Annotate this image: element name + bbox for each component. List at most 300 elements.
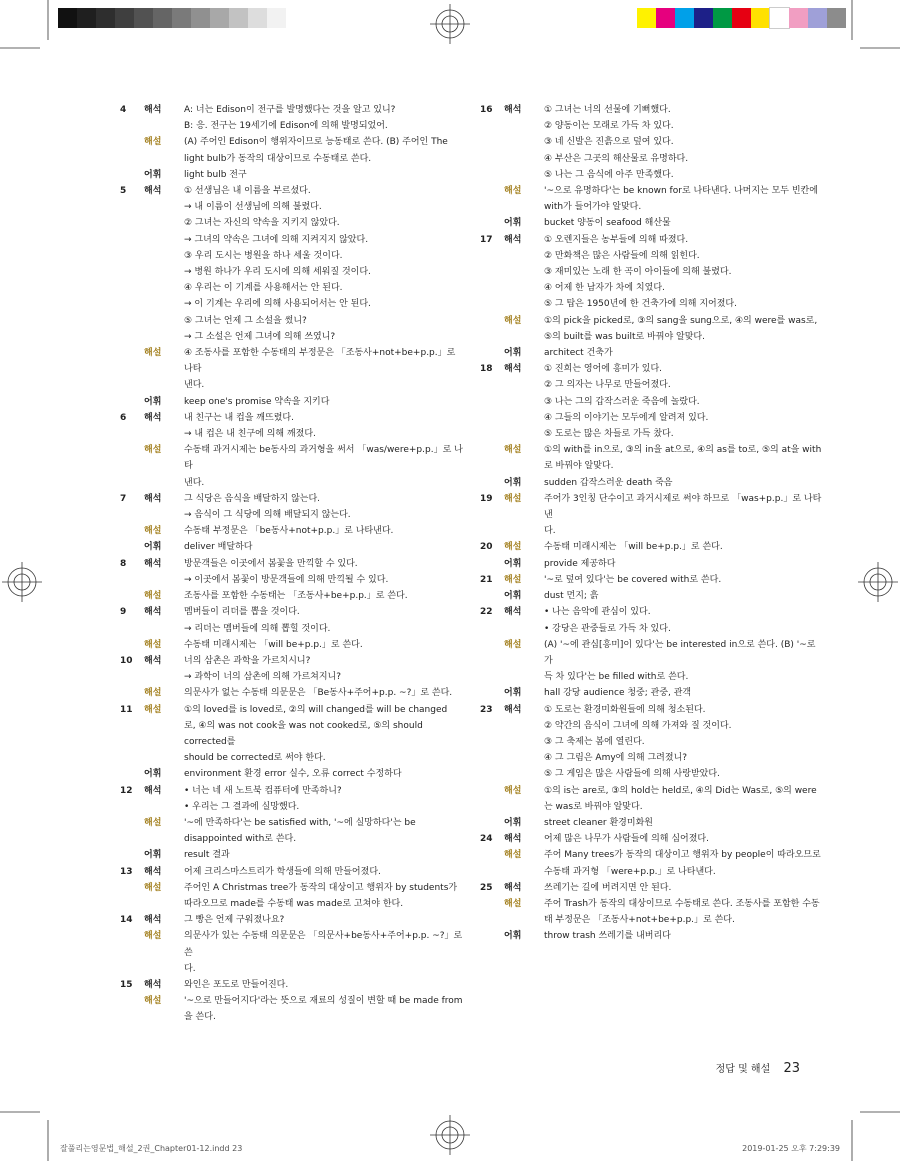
color-swatch xyxy=(115,8,134,28)
explanation-line xyxy=(144,345,465,377)
color-swatch xyxy=(732,8,751,28)
explanation-line xyxy=(504,831,825,847)
vocabulary-label: 어휘 xyxy=(504,218,522,229)
explanation-line xyxy=(144,394,465,410)
explanation-line xyxy=(144,539,465,555)
line-text: light bulb가 동작의 대상이므로 수동태로 쓴다. xyxy=(184,153,372,164)
line-text: '~에 만족하다'는 be satisfied with, '~에 실망하다'는 be xyxy=(184,817,416,828)
explanation-line xyxy=(504,637,825,669)
line-text: → 내 이름이 선생님에 의해 불렸다. xyxy=(184,202,322,213)
line-text: 내 친구는 내 컵을 깨뜨렸다. xyxy=(184,412,294,423)
solution-label: 해설 xyxy=(144,348,162,359)
question-number: 22 xyxy=(480,607,493,618)
translation-label: 해석 xyxy=(144,493,162,504)
answer-entry xyxy=(120,102,465,183)
vocabulary-label: 어휘 xyxy=(504,591,522,602)
question-number: 23 xyxy=(480,704,493,715)
left-answer-column xyxy=(120,102,465,1026)
question-number: 20 xyxy=(480,542,493,553)
color-swatch xyxy=(77,8,96,28)
line-text: should be corrected로 써야 한다. xyxy=(184,753,326,764)
explanation-line xyxy=(144,134,465,150)
line-text: light bulb 전구 xyxy=(184,169,247,180)
solution-label: 해설 xyxy=(504,785,522,796)
answer-entry xyxy=(480,102,825,232)
translation-label: 해석 xyxy=(504,234,522,245)
line-text: 조동사를 포함한 수동태는 「조동사+be+p.p.」로 쓴다. xyxy=(184,591,408,602)
explanation-line xyxy=(504,523,825,539)
line-text: ③ 재미있는 노래 한 곡이 아이들에 의해 불렸다. xyxy=(544,267,732,278)
page-footer xyxy=(716,1060,800,1076)
explanation-line xyxy=(504,264,825,280)
line-text: 로, ④의 was not cook을 was not cooked로, ⑤의 should corrected를 xyxy=(184,720,423,747)
translation-label: 해석 xyxy=(144,866,162,877)
translation-label: 해석 xyxy=(504,364,522,375)
explanation-line xyxy=(144,475,465,491)
explanation-line xyxy=(504,799,825,815)
explanation-line xyxy=(144,685,465,701)
line-text: with가 들어가야 알맞다. xyxy=(544,202,642,213)
line-text: dust 먼지; 흙 xyxy=(544,591,599,602)
line-text: '~으로 만들어지다'라는 뜻으로 재료의 성질이 변할 때 be made from xyxy=(184,996,463,1007)
line-text: ④ 우리는 이 기계를 사용해서는 안 된다. xyxy=(184,283,343,294)
answer-entry xyxy=(480,232,825,362)
line-text: 다. xyxy=(184,963,196,974)
explanation-line xyxy=(504,912,825,928)
solution-label: 해설 xyxy=(144,996,162,1007)
explanation-line xyxy=(144,880,465,896)
line-text: hall 강당 audience 청중; 관중, 관객 xyxy=(544,688,692,699)
vocabulary-label: 어휘 xyxy=(144,769,162,780)
line-text: 따라오므로 made를 수동태 was made로 고쳐야 한다. xyxy=(184,898,404,909)
line-text: 수동태 과거시제는 be동사의 과거형을 써서 「was/were+p.p.」로 나타 xyxy=(184,445,463,472)
explanation-line xyxy=(504,572,825,588)
line-text: 방문객들은 이곳에서 봄꽃을 만끽할 수 있다. xyxy=(184,558,358,569)
solution-label: 해설 xyxy=(144,137,162,148)
question-number: 17 xyxy=(480,234,493,245)
explanation-line xyxy=(144,766,465,782)
line-text: 그 빵은 언제 구워졌나요? xyxy=(184,915,285,926)
solution-label: 해설 xyxy=(504,850,522,861)
page-number: 23 xyxy=(783,1061,800,1076)
question-number: 11 xyxy=(120,704,133,715)
line-text: ③ 그 축제는 봄에 열린다. xyxy=(544,736,645,747)
explanation-line xyxy=(504,847,825,863)
color-swatch xyxy=(770,8,789,28)
explanation-line xyxy=(504,410,825,426)
line-text: • 나는 음악에 관심이 있다. xyxy=(544,607,651,618)
color-swatch xyxy=(827,8,846,28)
line-text: disappointed with로 쓴다. xyxy=(184,834,297,845)
line-text: '~으로 유명하다'는 be known for로 나타낸다. 나머지는 모두 빈칸에 xyxy=(544,186,818,197)
explanation-line xyxy=(144,702,465,718)
color-swatch xyxy=(267,8,286,28)
question-number: 21 xyxy=(480,574,493,585)
color-swatch xyxy=(637,8,656,28)
solution-label: 해설 xyxy=(504,574,522,585)
answer-entry xyxy=(480,491,825,540)
explanation-line xyxy=(504,750,825,766)
explanation-line xyxy=(144,718,465,750)
answer-entry xyxy=(120,912,465,977)
line-text: 와인은 포도로 만들어진다. xyxy=(184,979,289,990)
line-text: → 내 컵은 내 친구에 의해 깨졌다. xyxy=(184,429,316,440)
answer-entry xyxy=(120,556,465,605)
line-text: ④ 그 그림은 Amy에 의해 그려졌니? xyxy=(544,753,688,764)
explanation-line xyxy=(504,361,825,377)
explanation-line xyxy=(504,669,825,685)
explanation-line xyxy=(504,248,825,264)
answer-entry xyxy=(120,183,465,410)
line-text: → 이 기계는 우리에 의해 사용되어서는 안 된다. xyxy=(184,299,371,310)
slug-filename: 잘풀리는영문법_해설_2권_Chapter01-12.indd 23 xyxy=(60,1144,243,1153)
explanation-line xyxy=(144,523,465,539)
explanation-line xyxy=(144,167,465,183)
explanation-line xyxy=(144,912,465,928)
explanation-line xyxy=(504,458,825,474)
answer-entry xyxy=(120,977,465,1026)
answer-entry xyxy=(120,864,465,913)
line-text: ⑤ 나는 그 음식에 아주 만족했다. xyxy=(544,169,674,180)
explanation-line xyxy=(144,264,465,280)
explanation-line xyxy=(504,880,825,896)
question-number: 15 xyxy=(120,979,133,990)
line-text: ①의 with를 in으로, ③의 in을 at으로, ④의 as를 to로, ⑤의 at을 with xyxy=(544,445,822,456)
line-text: → 리더는 멤버들에 의해 뽑힐 것이다. xyxy=(184,623,331,634)
color-swatch xyxy=(96,8,115,28)
translation-label: 해석 xyxy=(144,412,162,423)
explanation-line xyxy=(144,783,465,799)
process-color-bar xyxy=(637,8,846,28)
solution-label: 해설 xyxy=(144,526,162,537)
line-text: 태 부정문은 「조동사+not+be+p.p.」로 쓴다. xyxy=(544,915,735,926)
explanation-line xyxy=(504,215,825,231)
explanation-line xyxy=(504,864,825,880)
line-text: provide 제공하다 xyxy=(544,558,616,569)
translation-label: 해석 xyxy=(144,785,162,796)
explanation-line xyxy=(144,426,465,442)
explanation-line xyxy=(504,604,825,620)
explanation-line xyxy=(504,734,825,750)
explanation-line xyxy=(504,183,825,199)
footer-label: 정답 및 해설 xyxy=(715,1064,771,1075)
explanation-line xyxy=(504,766,825,782)
solution-label: 해설 xyxy=(144,639,162,650)
question-number: 13 xyxy=(120,866,133,877)
line-text: 주어인 A Christmas tree가 동작의 대상이고 행위자 by students가 xyxy=(184,882,458,893)
explanation-line xyxy=(144,199,465,215)
answer-entry xyxy=(120,783,465,864)
line-text: ① 도로는 환경미화원들에 의해 청소된다. xyxy=(544,704,706,715)
line-text: 주어 Many trees가 동작의 대상이고 행위자 by people이 따라오므로 xyxy=(544,850,821,861)
translation-label: 해석 xyxy=(144,105,162,115)
solution-label: 해설 xyxy=(504,445,522,456)
color-swatch xyxy=(172,8,191,28)
explanation-line xyxy=(144,799,465,815)
line-text: ② 그 의자는 나무로 만들어졌다. xyxy=(544,380,671,391)
explanation-line xyxy=(504,588,825,604)
explanation-line xyxy=(144,280,465,296)
line-text: B: 응. 전구는 19세기에 Edison에 의해 발명되었어. xyxy=(184,121,388,132)
color-swatch xyxy=(751,8,770,28)
explanation-line xyxy=(144,491,465,507)
line-text: → 이곳에서 봄꽃이 방문객들에 의해 만끽될 수 있다. xyxy=(184,574,389,585)
translation-label: 해석 xyxy=(144,558,162,569)
line-text: → 음식이 그 식당에 의해 배달되지 않는다. xyxy=(184,510,351,521)
answer-entry xyxy=(480,831,825,880)
explanation-line xyxy=(144,248,465,264)
question-number: 14 xyxy=(120,915,133,926)
line-text: 주어가 3인칭 단수이고 과거시제로 써야 하므로 「was+p.p.」로 나타낸 xyxy=(544,493,822,521)
question-number: 6 xyxy=(120,412,127,423)
line-text: → 과학이 너의 삼촌에 의해 가르쳐지니? xyxy=(184,672,342,683)
grayscale-color-bar xyxy=(58,8,286,28)
explanation-line xyxy=(144,928,465,960)
explanation-line xyxy=(504,928,825,944)
line-text: ③ 나는 그의 갑작스러운 죽음에 놀랐다. xyxy=(544,396,700,407)
vocabulary-label: 어휘 xyxy=(144,396,162,407)
line-text: ⑤ 도로는 많은 차들로 가득 찼다. xyxy=(544,429,674,440)
explanation-line xyxy=(144,669,465,685)
explanation-line xyxy=(144,183,465,199)
line-text: (A) '~에 관심[흥미]이 있다'는 be interested in으로 쓴다. (B) '~로 가 xyxy=(544,639,816,666)
answer-entry xyxy=(480,539,825,571)
solution-label: 해설 xyxy=(504,898,522,909)
line-text: • 우리는 그 결과에 실망했다. xyxy=(184,801,300,812)
explanation-line xyxy=(144,102,465,118)
line-text: 멤버들이 리더를 뽑을 것이다. xyxy=(184,607,300,618)
explanation-line xyxy=(504,313,825,329)
color-swatch xyxy=(153,8,172,28)
line-text: 너의 삼촌은 과학을 가르치시니? xyxy=(184,655,311,666)
line-text: 득 차 있다'는 be filled with로 쓴다. xyxy=(544,672,689,683)
explanation-line xyxy=(144,118,465,134)
line-text: ①의 is는 are로, ③의 hold는 held로, ④의 Did는 Was로, ⑤의 were xyxy=(544,785,817,796)
line-text: 어제 많은 나무가 사람들에 의해 심어졌다. xyxy=(544,834,709,845)
explanation-line xyxy=(144,750,465,766)
line-text: throw trash 쓰레기를 내버리다 xyxy=(544,931,671,942)
line-text: ⑤ 그녀는 언제 그 소설을 썼니? xyxy=(184,315,307,326)
line-text: ④ 그들의 이야기는 모두에게 알려져 있다. xyxy=(544,412,709,423)
explanation-line xyxy=(504,556,825,572)
explanation-line xyxy=(504,442,825,458)
question-number: 4 xyxy=(120,105,127,115)
line-text: ② 양동이는 모래로 가득 차 있다. xyxy=(544,121,674,132)
solution-label: 해설 xyxy=(144,882,162,893)
question-number: 25 xyxy=(480,882,493,893)
explanation-line xyxy=(504,491,825,523)
line-text: environment 환경 error 실수, 오류 correct 수정하다 xyxy=(184,769,402,780)
vocabulary-label: 어휘 xyxy=(504,348,522,359)
translation-label: 해석 xyxy=(144,655,162,666)
explanation-line xyxy=(504,475,825,491)
line-text: ④ 어제 한 남자가 차에 치였다. xyxy=(544,283,665,294)
explanation-line xyxy=(504,199,825,215)
line-text: 수동태 미래시제는 「will be+p.p.」로 쓴다. xyxy=(544,542,723,553)
vocabulary-label: 어휘 xyxy=(504,688,522,699)
answer-entry xyxy=(480,604,825,701)
explanation-line xyxy=(144,296,465,312)
translation-label: 해석 xyxy=(144,607,162,618)
explanation-line xyxy=(144,410,465,426)
line-text: 수동태 부정문은 「be동사+not+p.p.」로 나타낸다. xyxy=(184,526,394,537)
line-text: ⑤ 그 게임은 많은 사람들에 의해 사랑받았다. xyxy=(544,769,720,780)
solution-label: 해설 xyxy=(144,817,162,828)
vocabulary-label: 어휘 xyxy=(504,817,522,828)
line-text: '~로 덮여 있다'는 be covered with로 쓴다. xyxy=(544,574,722,585)
line-text: • 너는 네 새 노트북 컴퓨터에 만족하니? xyxy=(184,785,342,796)
explanation-line xyxy=(504,539,825,555)
vocabulary-label: 어휘 xyxy=(504,477,522,488)
answer-entry xyxy=(120,702,465,783)
color-swatch xyxy=(134,8,153,28)
explanation-line xyxy=(504,280,825,296)
explanation-line xyxy=(144,313,465,329)
slug-timestamp: 2019-01-25 오후 7:29:39 xyxy=(742,1144,840,1153)
line-text: 의문사가 있는 수동태 의문문은 「의문사+be동사+주어+p.p. ~?」로 쓴 xyxy=(184,931,463,958)
line-text: 의문사가 없는 수동태 의문문은 「Be동사+주어+p.p. ~?」로 쓴다. xyxy=(184,688,453,699)
line-text: ② 그녀는 자신의 약속을 지키지 않았다. xyxy=(184,218,340,229)
line-text: → 병원 하나가 우리 도시에 의해 세워질 것이다. xyxy=(184,267,371,278)
explanation-line xyxy=(144,151,465,167)
answer-entry xyxy=(480,572,825,604)
explanation-line xyxy=(144,961,465,977)
question-number: 12 xyxy=(120,785,133,796)
explanation-line xyxy=(504,377,825,393)
explanation-line xyxy=(504,134,825,150)
explanation-line xyxy=(504,815,825,831)
explanation-line xyxy=(144,556,465,572)
color-swatch xyxy=(191,8,210,28)
explanation-line xyxy=(504,296,825,312)
line-text: 낸다. xyxy=(184,477,205,488)
translation-label: 해석 xyxy=(144,979,162,990)
explanation-line xyxy=(144,329,465,345)
color-swatch xyxy=(713,8,732,28)
line-text: ①의 pick을 picked로, ③의 sang을 sung으로, ④의 were를 was로, xyxy=(544,315,818,326)
line-text: 는 was로 바꿔야 알맞다. xyxy=(544,801,643,812)
explanation-line xyxy=(144,653,465,669)
line-text: bucket 양동이 seafood 해산물 xyxy=(544,218,671,229)
line-text: 을 쓴다. xyxy=(184,1012,216,1023)
line-text: deliver 배달하다 xyxy=(184,542,253,553)
line-text: ① 진희는 영어에 흥미가 있다. xyxy=(544,364,663,375)
line-text: result 결과 xyxy=(184,850,230,861)
line-text: ③ 우리 도시는 병원을 하나 세울 것이다. xyxy=(184,250,343,261)
explanation-line xyxy=(144,377,465,393)
solution-label: 해설 xyxy=(144,591,162,602)
answer-entry xyxy=(120,491,465,556)
solution-label: 해설 xyxy=(504,493,522,504)
line-text: 다. xyxy=(544,526,556,537)
line-text: ①의 loved를 is loved로, ②의 will changed를 will be changed xyxy=(184,704,448,715)
explanation-line xyxy=(144,442,465,474)
explanation-line xyxy=(144,815,465,831)
explanation-line xyxy=(504,102,825,118)
translation-label: 해석 xyxy=(144,186,162,197)
color-swatch xyxy=(229,8,248,28)
line-text: 수동태 미래시제는 「will be+p.p.」로 쓴다. xyxy=(184,639,363,650)
line-text: ⑤ 그 탑은 1950년에 한 건축가에 의해 지어졌다. xyxy=(544,299,737,310)
color-swatch xyxy=(210,8,229,28)
color-swatch xyxy=(808,8,827,28)
explanation-line xyxy=(144,572,465,588)
line-text: ① 선생님은 내 이름을 부르셨다. xyxy=(184,186,311,197)
explanation-line xyxy=(144,993,465,1009)
color-swatch xyxy=(694,8,713,28)
line-text: ④ 조동사를 포함한 수동태의 부정문은 「조동사+not+be+p.p.」로 나타 xyxy=(184,348,456,375)
explanation-line xyxy=(504,783,825,799)
question-number: 8 xyxy=(120,558,127,569)
line-text: ① 그녀는 너의 선물에 기뻐했다. xyxy=(544,105,671,115)
translation-label: 해석 xyxy=(144,915,162,926)
question-number: 7 xyxy=(120,493,127,504)
answer-entry xyxy=(480,702,825,832)
explanation-line xyxy=(144,831,465,847)
explanation-line xyxy=(144,604,465,620)
line-text: 쓰레기는 길에 버려지면 안 된다. xyxy=(544,882,672,893)
explanation-line xyxy=(144,864,465,880)
line-text: ⑤의 built를 was built로 바꿔야 알맞다. xyxy=(544,331,705,342)
solution-label: 해설 xyxy=(504,542,522,553)
explanation-line xyxy=(144,232,465,248)
vocabulary-label: 어휘 xyxy=(144,169,162,180)
question-number: 18 xyxy=(480,364,493,375)
explanation-line xyxy=(144,621,465,637)
explanation-line xyxy=(504,167,825,183)
explanation-line xyxy=(504,426,825,442)
translation-label: 해석 xyxy=(504,882,522,893)
line-text: street cleaner 환경미화원 xyxy=(544,817,653,828)
color-swatch xyxy=(58,8,77,28)
translation-label: 해석 xyxy=(504,607,522,618)
line-text: ④ 부산은 그곳의 해산물로 유명하다. xyxy=(544,153,689,164)
explanation-line xyxy=(504,621,825,637)
solution-label: 해설 xyxy=(144,704,162,715)
line-text: sudden 갑작스러운 death 죽음 xyxy=(544,477,673,488)
answer-entry xyxy=(120,653,465,702)
vocabulary-label: 어휘 xyxy=(144,542,162,553)
question-number: 16 xyxy=(480,105,493,115)
solution-label: 해설 xyxy=(144,445,162,456)
explanation-line xyxy=(144,977,465,993)
vocabulary-label: 어휘 xyxy=(504,558,522,569)
question-number: 24 xyxy=(480,834,493,845)
line-text: 어제 크리스마스트리가 학생들에 의해 만들어졌다. xyxy=(184,866,381,877)
explanation-line xyxy=(504,718,825,734)
line-text: 로 바꿔야 알맞다. xyxy=(544,461,614,472)
translation-label: 해석 xyxy=(504,704,522,715)
question-number: 5 xyxy=(120,186,127,197)
solution-label: 해설 xyxy=(504,639,522,650)
explanation-line xyxy=(144,507,465,523)
explanation-line xyxy=(504,702,825,718)
line-text: A: 너는 Edison이 전구를 발명했다는 것을 알고 있니? xyxy=(184,105,396,115)
answer-entry xyxy=(120,410,465,491)
solution-label: 해설 xyxy=(504,315,522,326)
line-text: keep one's promise 약속을 지키다 xyxy=(184,396,330,407)
color-swatch xyxy=(248,8,267,28)
line-text: 주어 Trash가 동작의 대상이므로 수동태로 쓴다. 조동사를 포함한 수동 xyxy=(544,898,820,909)
explanation-line xyxy=(144,637,465,653)
line-text: ② 약간의 음식이 그녀에 의해 가져와 질 것이다. xyxy=(544,720,732,731)
line-text: 그 식당은 음식을 배달하지 않는다. xyxy=(184,493,321,504)
line-text: ③ 네 신발은 진흙으로 덮여 있다. xyxy=(544,137,674,148)
explanation-line xyxy=(504,394,825,410)
vocabulary-label: 어휘 xyxy=(144,850,162,861)
explanation-line xyxy=(504,118,825,134)
explanation-line xyxy=(504,345,825,361)
